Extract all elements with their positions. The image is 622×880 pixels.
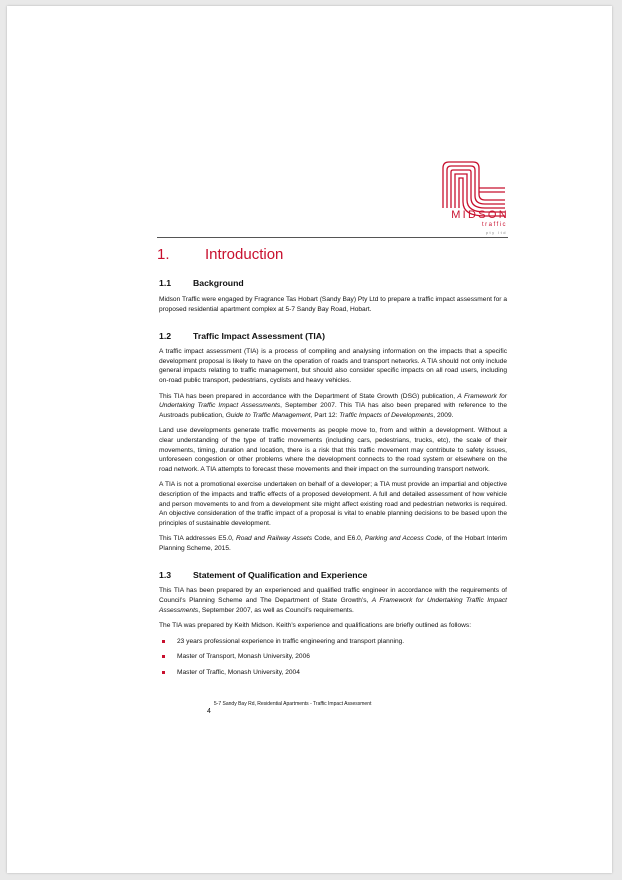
text-run: This TIA has been prepared in accordance with the Department of State Growth (DSG) publication, (159, 392, 458, 400)
paragraph (159, 586, 507, 615)
list-item-text: Master of Traffic, Monash University, 2004 (177, 669, 300, 677)
text-run: , September 2007, as well as Council’s requirements. (198, 606, 354, 614)
list-item-text: 23 years professional experience in traffic engineering and transport planning. (177, 637, 405, 645)
logo-subtitle-small: pty ltd (485, 230, 507, 235)
section-heading-tia (159, 331, 507, 342)
paragraph: A TIA is not a promotional exercise undertaken on behalf of a developer; a TIA must provide an impartial and objective description of the impacts and traffic effects of a proposed development. A full and detailed assessment of how vehicle and person movements to and from a development site might affect existing road and pedestrian networks is required. An objective consideration of the traffic impact of a proposal is vital to enable planning decisions to be based upon the principles of sustainable development. (159, 481, 507, 527)
qualification-list (159, 637, 507, 678)
document-page (7, 6, 612, 873)
text-run: This TIA has been prepared by an experienced and qualified traffic engineer in accordance with the requirements of Council’s Planning Scheme and The Department of State Growth’s, (159, 587, 507, 605)
page-footer (207, 701, 371, 719)
logo-wordmark: MIDSON (451, 209, 509, 221)
section-number: 1.1 (159, 278, 172, 288)
section-heading-qualification (159, 570, 507, 581)
list-item (159, 637, 507, 647)
header-divider (157, 237, 508, 238)
code-title: Road and Railway Assets (235, 535, 312, 543)
publication-title: A Framework for Undertaking Traffic Impact Assessments (159, 597, 507, 614)
section-number: 1.2 (159, 331, 172, 342)
bullet-icon (162, 655, 165, 658)
text-run: , September 2007. This TIA has also been prepared with reference to the Austroads publication, (159, 402, 507, 419)
paragraph: Midson Traffic were engaged by Fragrance Tas Hobart (Sandy Bay) Pty Ltd to prepare a traffic impact assessment for a proposed residential apartment complex at 5-7 Sandy Bay Road, Hobart. (159, 296, 507, 313)
text-run: , 2009. (433, 411, 454, 419)
section-title: Traffic Impact Assessment (TIA) (193, 331, 325, 342)
list-item-text: Master of Transport, Monash University, 2006 (177, 653, 310, 661)
chapter-title: Introduction (205, 246, 284, 263)
publication-title: Guide to Traffic Management, (225, 411, 313, 419)
chapter-number: 1. (157, 246, 170, 263)
page-number: 4 (207, 708, 211, 715)
section-number: 1.3 (159, 570, 172, 581)
list-item (159, 668, 507, 678)
text-run: Part 12: (312, 411, 340, 419)
section-heading-background (159, 278, 507, 289)
section-title: Statement of Qualification and Experience (193, 570, 368, 581)
bullet-icon (162, 640, 165, 643)
logo-subtitle: traffic (481, 222, 507, 228)
list-item (159, 652, 507, 662)
paragraph: The TIA was prepared by Keith Midson. Keith’s experience and qualifications are briefly outlined as follows: (159, 622, 472, 630)
paragraph: A traffic impact assessment (TIA) is a process of compiling and analysing information on the impacts that a specific development proposal is likely to have on the operation of roads and transport networks. A TIA should not only include general impacts relating to traffic management, but should also consider specific impacts on all road users, including on-road public transport, pedestrians, cyclists and heavy vehicles. (159, 348, 507, 384)
text-run: This TIA addresses E5.0, (159, 535, 236, 543)
paragraph (159, 534, 507, 553)
code-title: Parking and Access Code (364, 535, 442, 543)
paragraph: Land use developments generate traffic movements as people move to, from and within a development. Without a clear understanding of the type of traffic movements (including cars, pedestrians, trucks, etc), the scale of their movements, timing, duration and location, there is a risk that this traffic movement may contribute to safety issues, unforeseen congestion or other problems where the development connects to the road system or elsewhere on the road network. A TIA attempts to forecast these movements and their impact on the surrounding transport network. (159, 427, 507, 473)
section-title: Background (193, 278, 244, 288)
text-run: Code, and E6.0, (312, 535, 365, 543)
publication-title: A Framework for Undertaking Traffic Impact Assessments (159, 392, 508, 410)
document-body (159, 278, 507, 678)
text-run: , of the Hobart Interim Planning Scheme, 2015. (159, 535, 507, 552)
bullet-icon (162, 671, 165, 674)
footer-text: 5-7 Sandy Bay Rd, Residential Apartments - Traffic Impact Assessment (213, 701, 372, 707)
chapter-heading (157, 246, 283, 263)
paragraph (159, 392, 507, 421)
publication-title: Traffic Impacts of Developments (339, 411, 434, 419)
